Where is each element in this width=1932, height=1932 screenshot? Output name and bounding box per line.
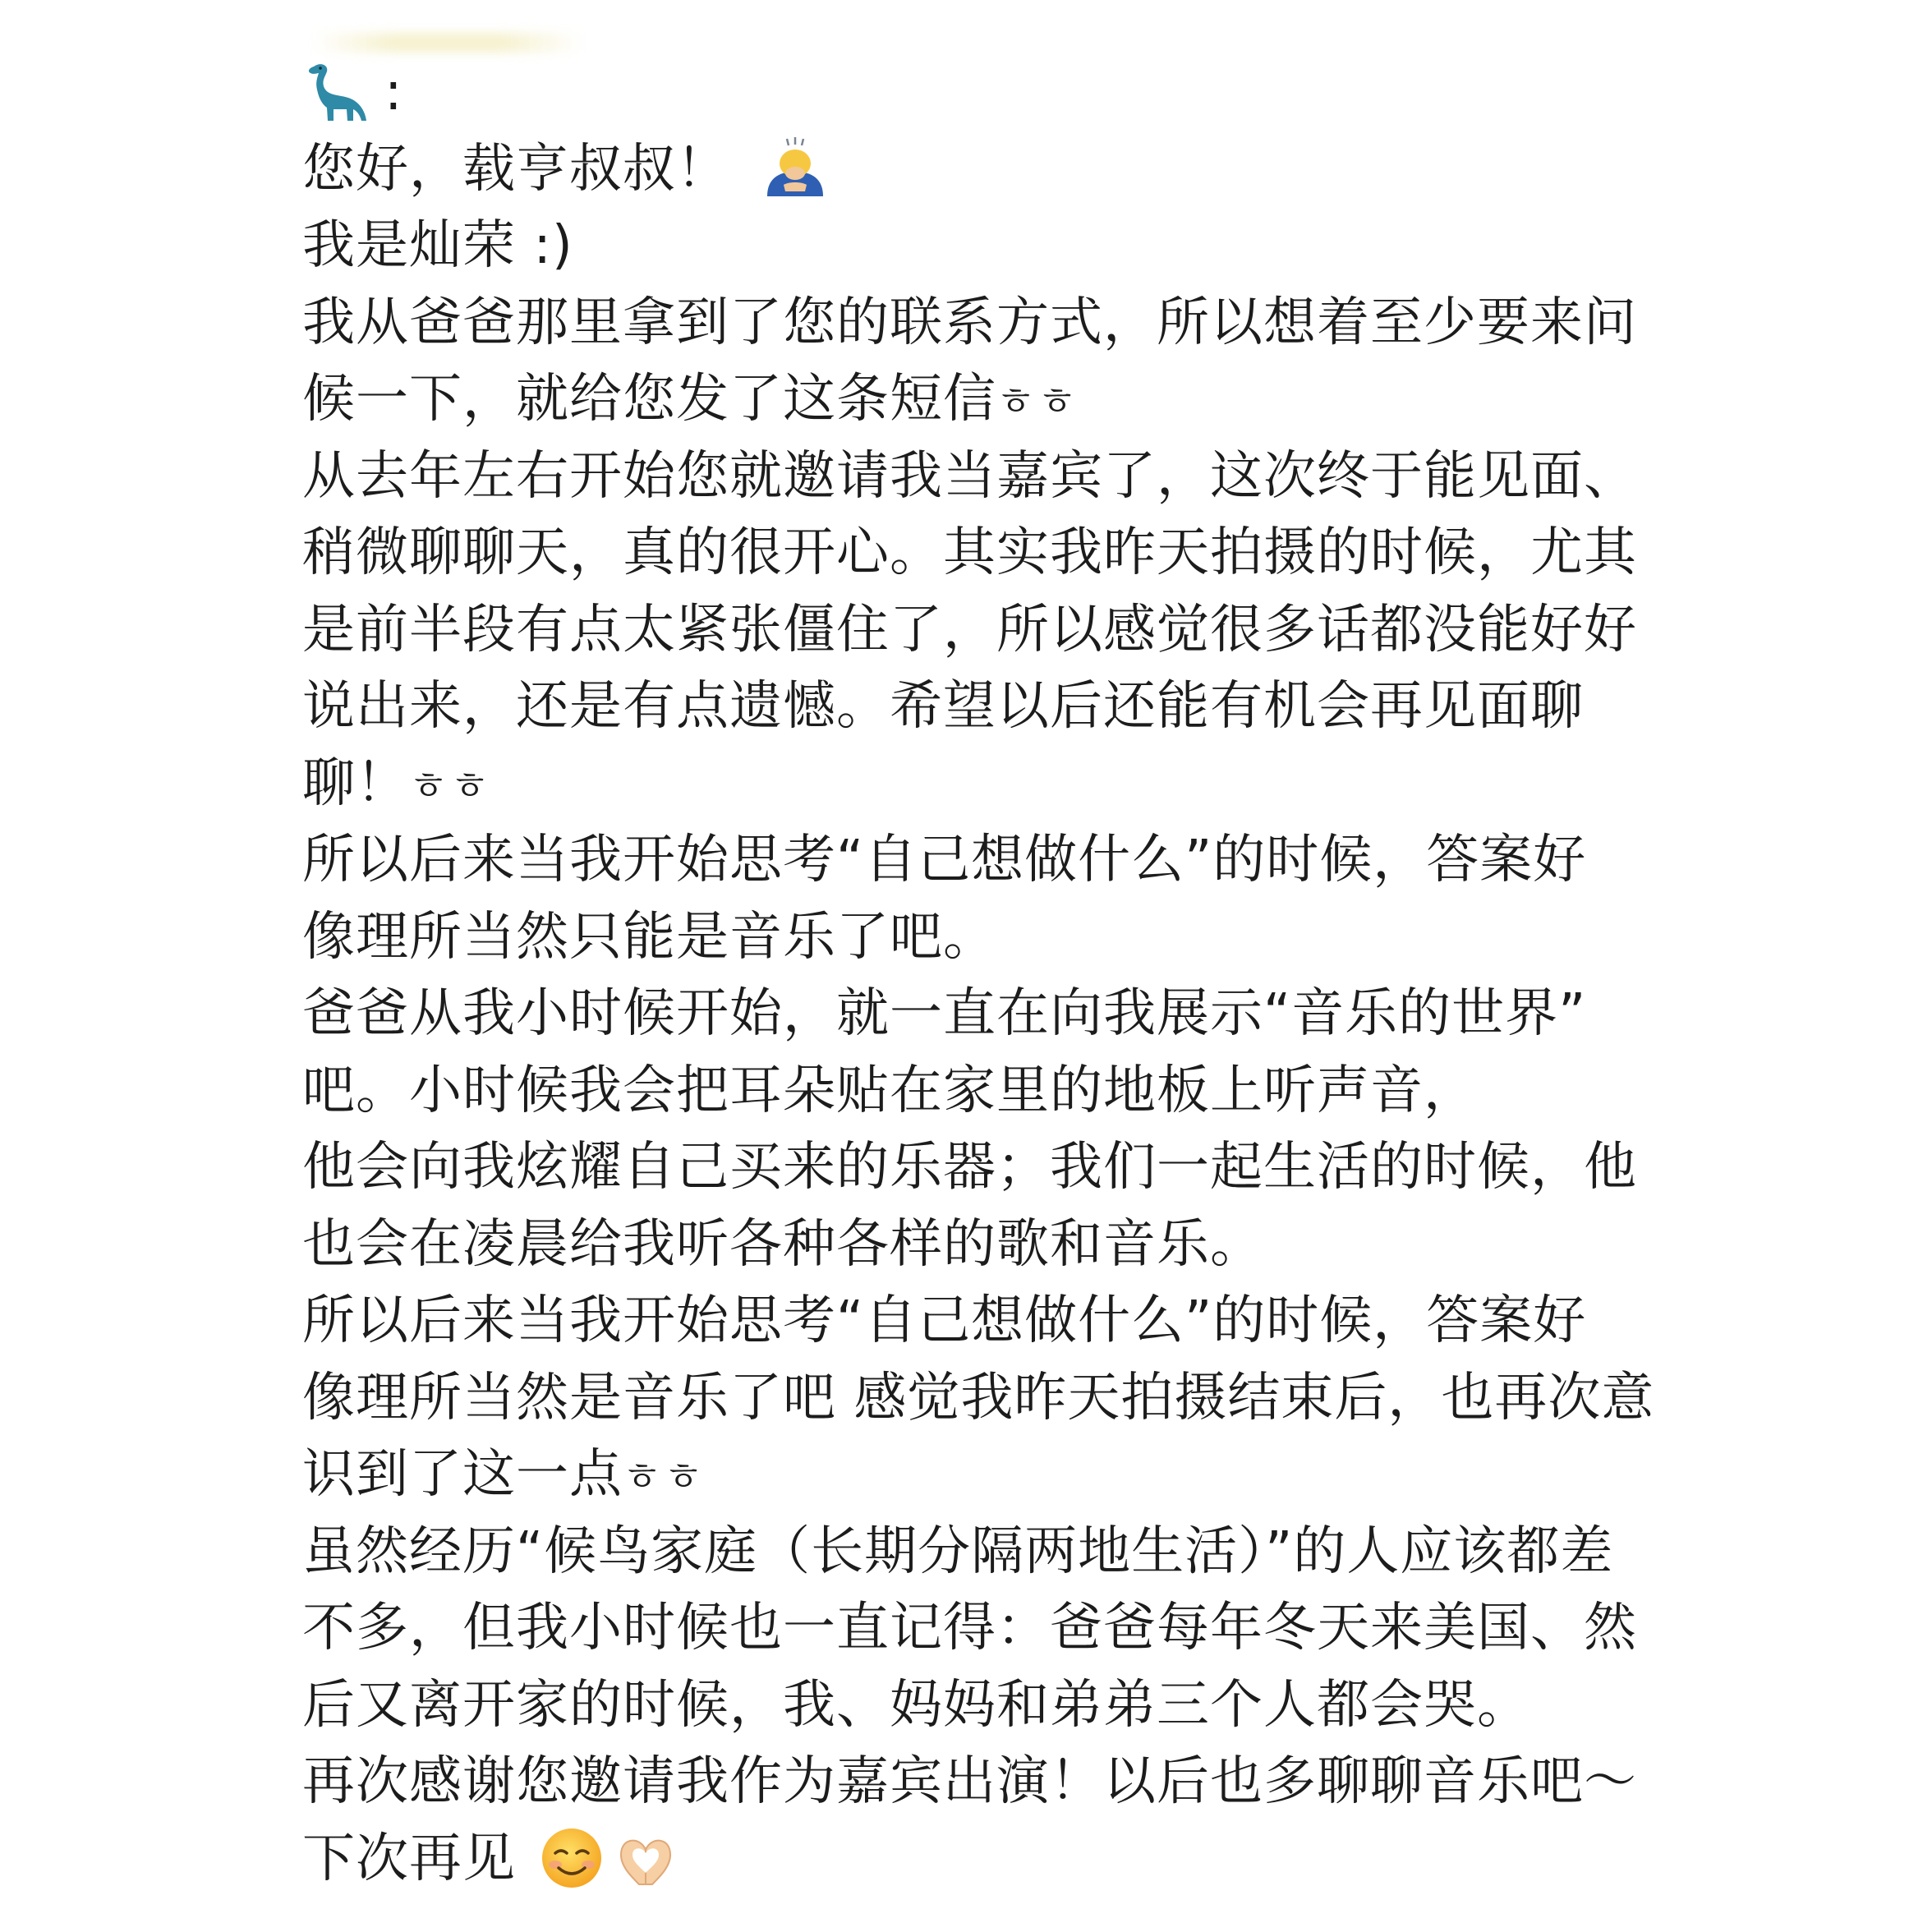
text-line-18-suffix: ㅎㅎ bbox=[623, 1454, 706, 1500]
sender-row bbox=[302, 54, 1649, 131]
dinosaur-icon bbox=[302, 58, 371, 127]
text-line-4-suffix: ㅎㅎ bbox=[996, 379, 1079, 425]
text-line-7: 是前半段有点太紧张僵住了，所以感觉很多话都没能好好 bbox=[302, 599, 1637, 660]
text-line-4-text: 候一下，就给您发了这条短信 bbox=[302, 369, 996, 430]
text-line-2: 我是灿荣 :) bbox=[302, 215, 573, 276]
text-line-6: 稍微聊聊天，真的很开心。其实我昨天拍摄的时候，尤其 bbox=[302, 522, 1637, 583]
text-line-23 bbox=[302, 1821, 1649, 1898]
text-line-22: 再次感谢您邀请我作为嘉宾出演！以后也多聊聊音乐吧～ bbox=[302, 1751, 1637, 1812]
text-line-18-text: 识到了这一点 bbox=[302, 1444, 623, 1505]
text-line-9-suffix: ㅎㅎ bbox=[409, 762, 492, 809]
text-line-14: 他会向我炫耀自己买来的乐器；我们一起生活的时候，他 bbox=[302, 1137, 1637, 1198]
message-body bbox=[302, 54, 1655, 1898]
text-line-15: 也会在凌晨给我听各种各样的歌和音乐。 bbox=[302, 1213, 1263, 1275]
text-line-12: 爸爸从我小时候开始，就一直在向我展示“音乐的世界” bbox=[302, 983, 1587, 1044]
smiling-face-icon bbox=[539, 1825, 605, 1891]
sender-colon: : bbox=[384, 62, 403, 122]
text-line-1 bbox=[302, 131, 1649, 209]
text-line-23-text: 下次再见 bbox=[302, 1828, 516, 1889]
text-line-16: 所以后来当我开始思考“自己想做什么”的时候，答案好 bbox=[302, 1290, 1587, 1351]
person-bowing-icon bbox=[762, 134, 828, 200]
text-line-11: 像理所当然只能是音乐了吧。 bbox=[302, 906, 996, 968]
text-line-10: 所以后来当我开始思考“自己想做什么”的时候，答案好 bbox=[302, 830, 1587, 890]
text-line-18 bbox=[302, 1437, 1649, 1514]
text-line-13: 吧。小时候我会把耳朵贴在家里的地板上听声音， bbox=[302, 1060, 1477, 1121]
text-line-5: 从去年左右开始您就邀请我当嘉宾了，这次终于能见面、 bbox=[302, 445, 1637, 507]
text-line-3: 我从爸爸那里拿到了您的联系方式，所以想着至少要来问 bbox=[302, 292, 1637, 353]
text-line-1-text: 您好，载亨叔叔！ bbox=[302, 138, 729, 200]
heart-hands-icon bbox=[613, 1825, 678, 1891]
top-fade-decoration bbox=[312, 33, 583, 53]
text-line-17: 像理所当然是音乐了吧 感觉我昨天拍摄结束后，也再次意 bbox=[302, 1367, 1655, 1428]
text-line-21: 后又离开家的时候，我、妈妈和弟弟三个人都会哭。 bbox=[302, 1674, 1530, 1736]
text-line-9-text: 聊！ bbox=[302, 752, 409, 814]
text-line-9 bbox=[302, 746, 1649, 823]
text-line-4 bbox=[302, 361, 1649, 439]
text-line-19: 虽然经历“候鸟家庭（长期分隔两地生活）”的人应该都差 bbox=[302, 1520, 1614, 1582]
text-line-8: 说出来，还是有点遗憾。希望以后还能有机会再见面聊 bbox=[302, 676, 1584, 737]
text-line-20: 不多，但我小时候也一直记得：爸爸每年冬天来美国、然 bbox=[302, 1598, 1637, 1658]
